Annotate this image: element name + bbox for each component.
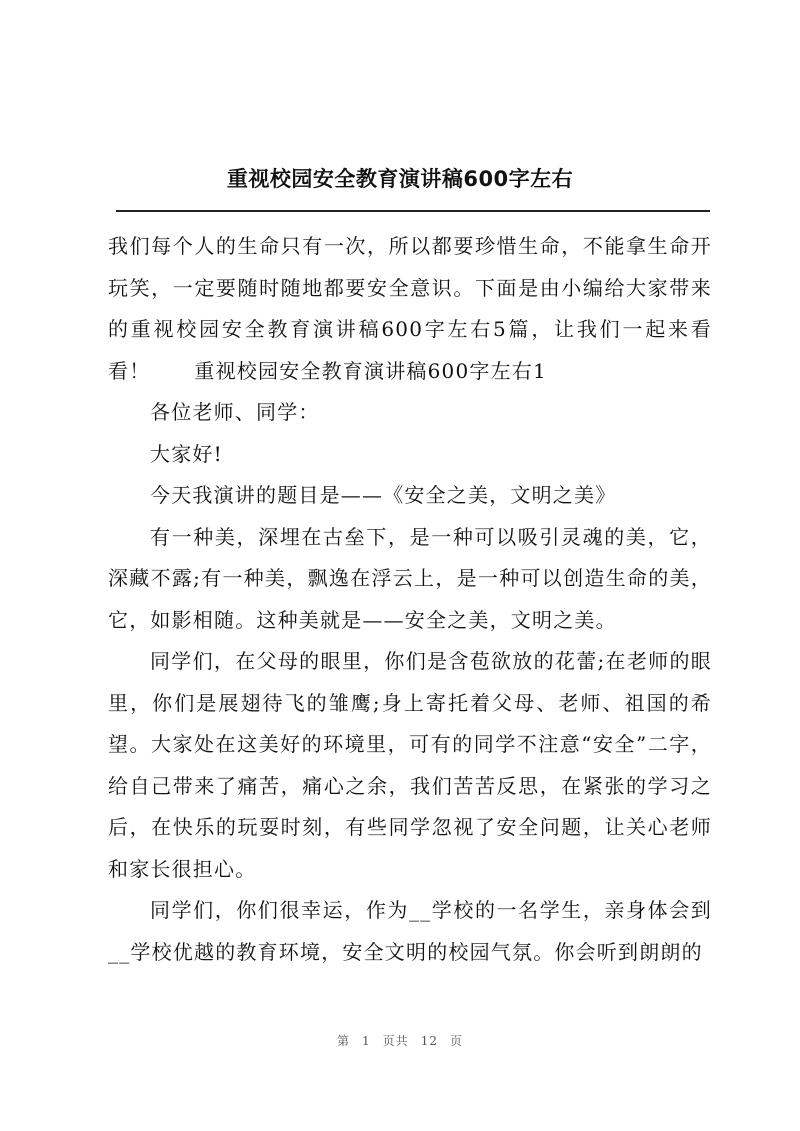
body-paragraph: 同学们，你们很幸运，作为__学校的一名学生，亲身体会到__学校优越的教育环境，安全文明的校园气氛。你会听到朗朗的 <box>108 898 712 964</box>
footer-suffix: 页 <box>449 1034 463 1048</box>
salutation: 各位老师、同学： <box>150 400 320 424</box>
intro-paragraph <box>108 226 712 392</box>
total-pages-number: 12 <box>420 1034 438 1048</box>
section-title: 重视校园安全教育演讲稿600字左右1 <box>194 358 547 383</box>
page-footer <box>0 1032 800 1049</box>
current-page-number: 1 <box>362 1034 371 1048</box>
speech-topic: 今天我演讲的题目是——《安全之美，文明之美》 <box>150 483 617 507</box>
body-paragraph: 同学们，在父母的眼里，你们是含苞欲放的花蕾;在老师的眼里，你们是展翅待飞的雏鹰;身上寄托着父母、老师、祖国的希望。大家处在这美好的环境里，可有的同学不注意“安全”二字，给自己带来了痛苦，痛心之余，我们苦苦反思，在紧张的学习之后，在快乐的玩耍时刻，有些同学忽视了安全问题，让关心老师和家长很担心。 <box>108 649 712 881</box>
greeting: 大家好! <box>150 441 223 466</box>
body-paragraph: 有一种美，深埋在古垒下，是一种可以吸引灵魂的美，它，深藏不露;有一种美，飘逸在浮云上，是一种可以创造生命的美，它，如影相随。这种美就是——安全之美，文明之美。 <box>108 524 712 632</box>
intro-text: 我们每个人的生命只有一次，所以都要珍惜生命，不能拿生命开玩笑，一定要随时随地都要安全意识。下面是由小编给大家带来的重视校园安全教育演讲稿600字左右5篇，让我们一起来看看！ <box>108 234 712 383</box>
document-title: 重视校园安全教育演讲稿600字左右 <box>226 167 574 191</box>
footer-prefix: 第 <box>337 1034 351 1048</box>
footer-middle: 页共 <box>382 1034 409 1048</box>
document-body <box>108 226 712 973</box>
title-divider <box>116 210 710 212</box>
